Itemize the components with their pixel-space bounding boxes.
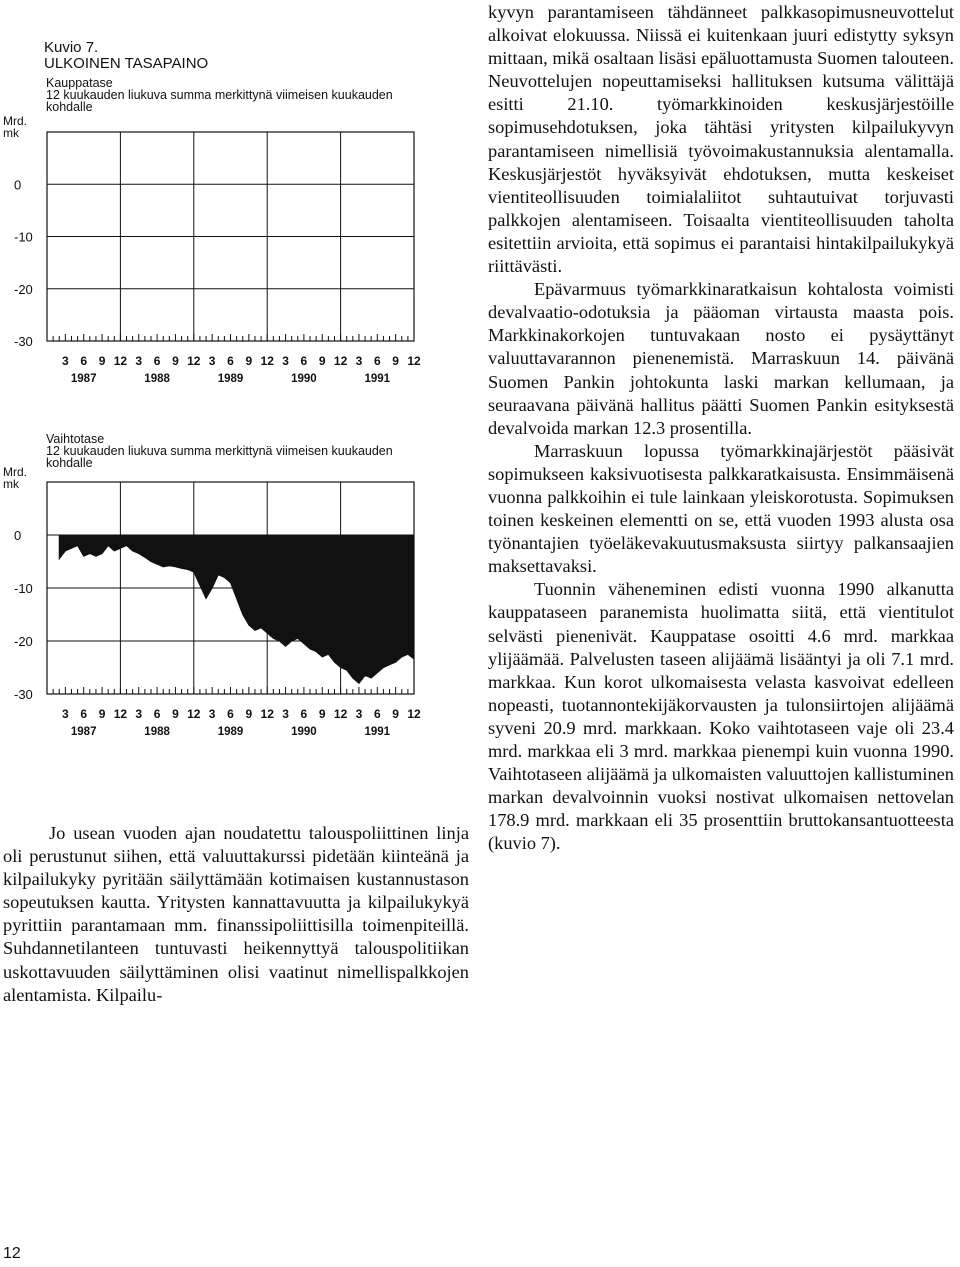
y-tick-label: -30 (14, 687, 33, 702)
right-paragraph-4: Tuonnin väheneminen edisti vuonna 1990 alkanutta kauppataseen paranemista huolimatta siitä, että vientitulot selvästi pienenivät. Kauppatase osoitti 4.6 mrd. markkaa ylijäämää. Palvelusten taseen alijäämä lisääntyi ja oli 7.1 mrd. markkaa. Kun korot ulkomaisesta velasta kasvoivat edelleen nopeasti, tuotannontekijäkorvausten ja tulonsiirtojen alijäämä syveni 20.9 mrd. markkaan. Koko vaihtotaseen vaje oli 23.4 mrd. markkaa eli 3 mrd. markkaa pienempi kuin vuonna 1990. Vaihtotaseen alijäämä ja ulkomaisten valuuttojen kallistuminen markan devalvoinnin vuoksi nostivat ulkomaisen nettovelan 178.9 mrd. markkaan eli 35 prosenttiin bruttokansantuotteesta (kuvio 7). (488, 579, 954, 854)
right-paragraph-2: Epävarmuus työmarkkinaratkaisun kohtalosta voimisti devalvaatio-odotuksia ja pääoman virtausta maasta pois. Markkinakorkojen tuntuvakaan nosto ei pysäyttänyt valuuttavarannon pienenemistä. Marraskuun 14. päivänä Suomen Pankin johtokunta laski markan kellumaan, ja seuraavana päivänä hallitus päätti Suomen Pankin esityksestä devalvoida markan 12.3 prosentilla. (488, 279, 954, 438)
x-tick-label: 12 (113, 354, 128, 368)
x-tick-label: 9 (318, 707, 326, 721)
year-label: 1988 (144, 373, 170, 385)
x-tick-label: 12 (407, 707, 421, 721)
year-label: 1989 (217, 373, 244, 385)
x-tick-label: 3 (208, 707, 216, 721)
year-label: 1989 (217, 726, 244, 738)
x-tick-label: 3 (62, 354, 69, 368)
left-paragraph-1: Jo usean vuoden ajan noudatettu talouspoliittinen linja oli perustunut siihen, että valuuttakurssi pidetään kiinteänä ja kilpailukyky pyritään säilyttämään kotimaisen kustannustason sopeutuksen kautta. Yritysten kannattavuutta ja kilpailukykyä pyrittiin parantamaan mm. finanssipoliittisilla toimenpiteillä. Suhdannetilanteen tuntuvasti heikennyttyä talouspolitiikan uskottavuuden säilyttäminen olisi vaatinut nimellispalkkojen alentamista. Kilpailu- (3, 823, 469, 1005)
chart2-title: Vaihtotase (46, 432, 105, 446)
x-tick-label: 9 (172, 707, 179, 721)
x-tick-label: 6 (80, 707, 88, 721)
year-label: 1991 (364, 726, 391, 738)
x-tick-label: 6 (300, 707, 308, 721)
current-account-chart (0, 465, 440, 748)
year-label: 1987 (70, 373, 97, 385)
x-tick-label: 12 (333, 354, 348, 368)
x-tick-label: 12 (407, 354, 421, 368)
x-tick-label: 3 (208, 354, 216, 368)
chart1-title: Kauppatase (46, 76, 113, 90)
y-tick-label: 0 (14, 528, 22, 543)
x-tick-label: 6 (300, 354, 308, 368)
x-tick-label: 6 (227, 707, 234, 721)
x-tick-label: 6 (373, 707, 381, 721)
x-tick-label: 3 (282, 707, 289, 721)
x-tick-label: 9 (245, 707, 253, 721)
right-column (488, 1, 954, 855)
x-tick-label: 12 (187, 707, 201, 721)
x-tick-label: 9 (98, 354, 106, 368)
page-number: 12 (3, 1245, 21, 1262)
y-tick-label: -30 (14, 334, 33, 349)
x-tick-label: 6 (373, 354, 381, 368)
x-tick-label: 12 (187, 354, 201, 368)
right-paragraph-3: Marraskuun lopussa työmarkkinajärjestöt pääsivät sopimukseen kaksivuotisesta palkkaratkaisusta. Ensimmäisenä vuonna palkkoihin ei tule lainkaan yleiskorotusta. Sopimuksen toinen keskeinen elementti on se, että vuoden 1993 alusta osa työnantajien työeläkevakuutusmaksusta siirtyy palkansaajien maksettavaksi. (488, 440, 954, 577)
x-tick-label: 9 (98, 707, 106, 721)
x-tick-label: 3 (62, 707, 69, 721)
y-tick-label: -10 (14, 581, 33, 596)
chart2-subtitle: 12 kuukauden liukuva summa merkittynä viimeisen kuukauden kohdalle (46, 444, 393, 470)
x-tick-label: 12 (333, 707, 348, 721)
trade-balance-chart (0, 118, 440, 390)
x-tick-label: 3 (135, 354, 143, 368)
y-tick-label: 0 (14, 177, 22, 193)
area-series (59, 535, 414, 683)
x-tick-label: 3 (355, 707, 363, 721)
x-tick-label: 3 (282, 354, 289, 368)
x-tick-label: 9 (392, 707, 399, 721)
x-tick-label: 12 (113, 707, 128, 721)
x-tick-label: 9 (172, 354, 179, 368)
figure-label: Kuvio 7. (44, 39, 99, 56)
right-paragraph-1: kyvyn parantamiseen tähdänneet palkkasopimusneuvottelut alkoivat elokuussa. Niissä ei kuitenkaan juuri edistytty syksyn mittaan, mikä osaltaan lisäsi epäluottamusta Suomen talouteen. Neuvottelujen nopeuttamiseksi hallituksen kutsuma välittäjä esitti 21.10. työmarkkinoiden keskusjärjestöille sopimusehdotuksen, joka tähtäsi yritysten kilpailukyvyn parantamiseen nimellisiä työvoimakustannuksia alentamalla. Keskusjärjestöt hyväksyivät ehdotuksen, mutta keskeiset vientiteollisuuden toimialaliitot suhtautuivat torjuvasti palkkojen alentamiseen. Toisaalta vientiteollisuuden taholta esitettiin arvioita, että sopimus ei parantaisi hintakilpailukykyä riittävästi. (488, 2, 954, 277)
x-tick-label: 6 (80, 354, 88, 368)
year-label: 1987 (70, 726, 97, 738)
figure-title: ULKOINEN TASAPAINO (44, 55, 209, 72)
x-tick-label: 9 (392, 354, 399, 368)
x-tick-label: 9 (245, 354, 253, 368)
x-tick-label: 12 (260, 354, 274, 368)
year-label: 1988 (144, 726, 170, 738)
x-tick-label: 6 (227, 354, 234, 368)
x-tick-label: 6 (153, 354, 161, 368)
x-tick-label: 3 (135, 707, 143, 721)
left-column (3, 822, 469, 1007)
x-tick-label: 6 (153, 707, 161, 721)
chart2-unit: Mrd. mk (3, 465, 27, 491)
y-tick-label: -20 (14, 281, 33, 297)
chart1-unit: Mrd. mk (3, 114, 27, 140)
y-tick-label: -10 (14, 229, 33, 245)
y-tick-label: -20 (14, 634, 33, 649)
x-tick-label: 9 (318, 354, 326, 368)
x-tick-label: 12 (260, 707, 274, 721)
x-tick-label: 3 (355, 354, 363, 368)
year-label: 1990 (291, 726, 317, 738)
year-label: 1990 (291, 373, 317, 385)
year-label: 1991 (364, 373, 391, 385)
chart1-subtitle: 12 kuukauden liukuva summa merkittynä viimeisen kuukauden kohdalle (46, 88, 393, 114)
